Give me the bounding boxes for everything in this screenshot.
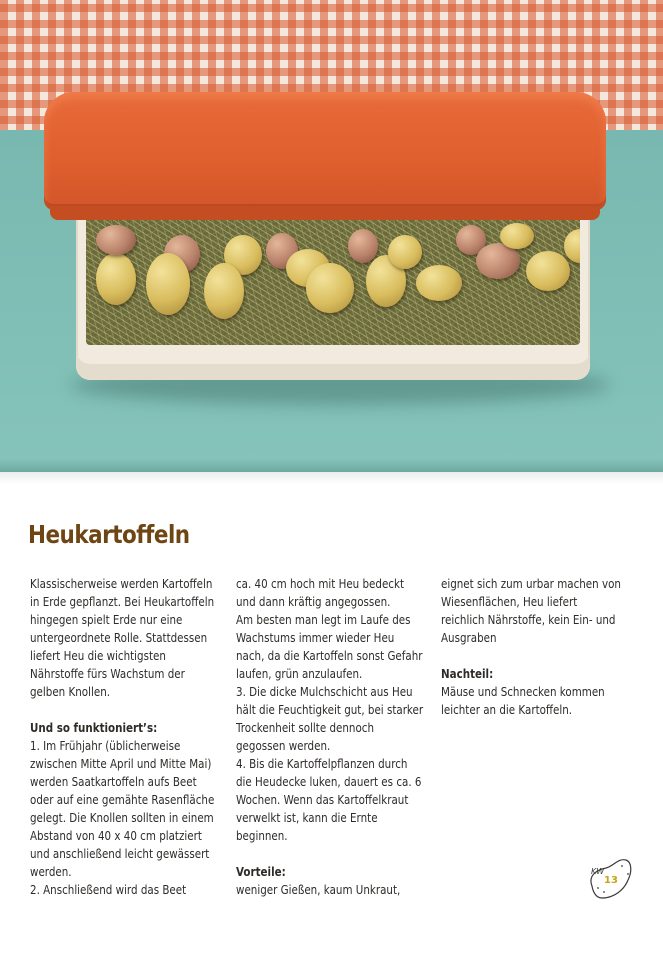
potato [146, 253, 190, 315]
text-line: nach, da die Kartoffeln sonst Gefahr [236, 649, 423, 663]
potato [96, 225, 136, 255]
photo-divider [0, 472, 663, 484]
text-line: laufen, grün anzulaufen. [236, 667, 363, 681]
potato [416, 265, 462, 301]
potato [306, 263, 354, 313]
page-title: Heukartoffeln [28, 520, 190, 549]
text-line: 3. Die dicke Mulchschicht aus Heu [236, 685, 413, 699]
text-line: Klassischerweise werden Kartoffeln [30, 577, 213, 591]
hero-photo [0, 0, 663, 472]
text-line: untergeordnete Rolle. Stattdessen [30, 631, 208, 645]
text-line: hingegen spielt Erde nur eine [30, 613, 183, 627]
paragraph-gap [30, 701, 270, 719]
section-heading: Vorteile: [236, 865, 286, 879]
text-line: gelegt. Die Knollen sollten in einem [30, 811, 214, 825]
text-line: verwelkt ist, kann die Ernte [236, 811, 378, 825]
text-line: Nährstoffe fürs Wachstum der [30, 667, 185, 681]
orange-lid [44, 92, 606, 210]
text-line: Wachstums immer wieder Heu [236, 631, 395, 645]
text-line: 1. Im Frühjahr (üblicherweise [30, 739, 181, 753]
text-line: weniger Gießen, kaum Unkraut, [236, 883, 401, 897]
text-line: werden. [30, 865, 72, 879]
text-line: oder auf eine gemähte Rasenfläche [30, 793, 215, 807]
text-column-2 [236, 575, 476, 899]
text-line: 4. Bis die Kartoffelpflanzen durch [236, 757, 408, 771]
text-line: leichter an die Kartoffeln. [441, 703, 573, 717]
page-number-badge [584, 852, 634, 902]
text-column-3 [441, 575, 663, 719]
potato [96, 253, 136, 305]
text-line: ca. 40 cm hoch mit Heu bedeckt [236, 577, 405, 591]
potato [500, 223, 534, 249]
potato [388, 235, 422, 269]
text-line: beginnen. [236, 829, 288, 843]
text-line: Mäuse und Schnecken kommen [441, 685, 605, 699]
text-line: Trockenheit sollte dennoch [236, 721, 374, 735]
section-heading: Nachteil: [441, 667, 494, 681]
text-line: eignet sich zum urbar machen von [441, 577, 621, 591]
text-line: Wochen. Wenn das Kartoffelkraut [236, 793, 409, 807]
text-line: und dann kräftig angegossen. [236, 595, 391, 609]
text-line: liefert Heu die wichtigsten [30, 649, 166, 663]
text-line: in Erde gepflanzt. Bei Heukartoffeln [30, 595, 215, 609]
page-number: 13 [604, 875, 618, 886]
section-heading: Und so funktioniert’s: [30, 721, 158, 735]
text-line: werden Saatkartoffeln aufs Beet [30, 775, 197, 789]
text-line: die Heudecke luken, dauert es ca. 6 [236, 775, 422, 789]
text-line: gelben Knollen. [30, 685, 111, 699]
paragraph-gap [441, 647, 663, 665]
badge-initials: KW [591, 867, 605, 876]
text-column-1 [30, 575, 270, 899]
paragraph-gap [236, 845, 476, 863]
potato [526, 251, 570, 291]
text-line: zwischen Mitte April und Mitte Mai) [30, 757, 212, 771]
text-line: Ausgraben [441, 631, 497, 645]
text-line: reichlich Nährstoffe, kein Ein- und [441, 613, 616, 627]
potato [204, 263, 244, 319]
text-line: Am besten man legt im Laufe des [236, 613, 411, 627]
text-line: Abstand von 40 x 40 cm platziert [30, 829, 202, 843]
text-line: gegossen werden. [236, 739, 331, 753]
text-line: und anschließend leicht gewässert [30, 847, 210, 861]
potato [348, 229, 378, 263]
hay-bed [86, 205, 580, 345]
text-line: 2. Anschließend wird das Beet [30, 883, 187, 897]
text-line: Wiesenflächen, Heu liefert [441, 595, 578, 609]
text-line: hält die Feuchtigkeit gut, bei starker [236, 703, 424, 717]
